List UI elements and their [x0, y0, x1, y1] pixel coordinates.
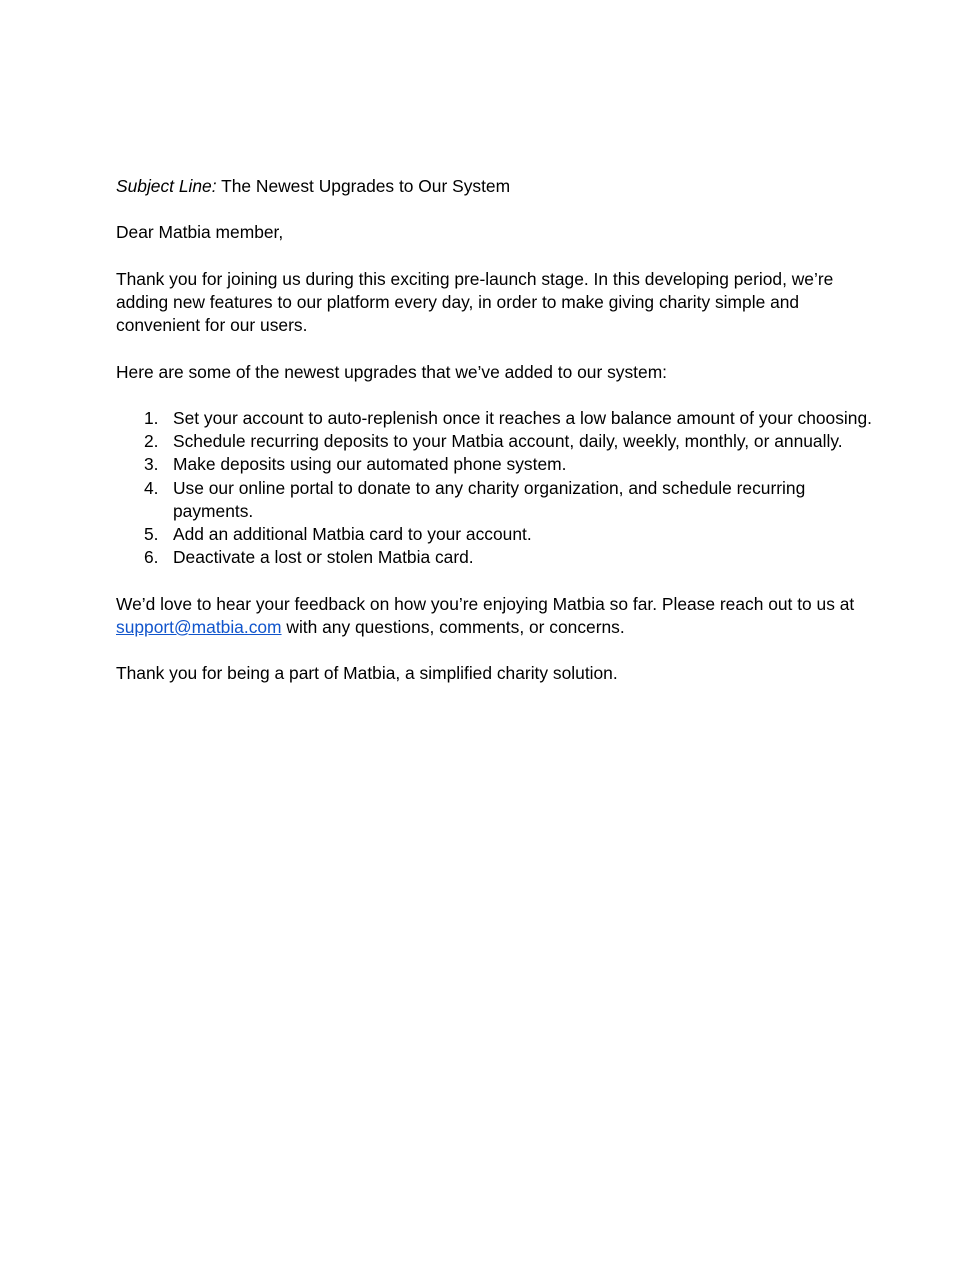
- list-item: [116, 407, 876, 430]
- list-item: [116, 453, 876, 476]
- list-item-number: 3.: [144, 454, 159, 475]
- subject-label: Subject Line:: [116, 176, 217, 196]
- list-item-text: Use our online portal to donate to any charity organization, and schedule recurring payments.: [173, 477, 806, 521]
- list-item-text: Deactivate a lost or stolen Matbia card.: [173, 547, 474, 568]
- support-email-link[interactable]: support@matbia.com: [116, 616, 282, 637]
- list-item-text: Set your account to auto-replenish once it reaches a low balance amount of your choosing.: [173, 407, 872, 428]
- list-item: [116, 430, 876, 453]
- feedback-text-before: We’d love to hear your feedback on how you’re enjoying Matbia so far. Please reach out to us at: [116, 593, 855, 614]
- list-item-number: 6.: [144, 547, 159, 568]
- list-item-number: 1.: [144, 407, 159, 428]
- closing-paragraph: Thank you for being a part of Matbia, a simplified charity solution.: [116, 663, 618, 684]
- upgrades-list: [116, 407, 876, 569]
- intro-paragraph: Thank you for joining us during this exciting pre-launch stage. In this developing period, we’re adding new features to our platform every day, in order to make giving charity simple and convenient for our users.: [116, 268, 834, 336]
- list-item: [116, 523, 876, 546]
- subject-text: The Newest Upgrades to Our System: [221, 176, 511, 196]
- list-item-text: Add an additional Matbia card to your account.: [173, 523, 532, 544]
- list-item: [116, 546, 876, 569]
- email-document: [116, 175, 876, 709]
- list-item-number: 5.: [144, 523, 159, 544]
- subject-line: [116, 175, 876, 198]
- feedback-paragraph: [116, 593, 876, 639]
- list-intro: Here are some of the newest upgrades that we’ve added to our system:: [116, 361, 668, 382]
- list-item-number: 2.: [144, 431, 159, 452]
- list-item: [116, 477, 876, 523]
- list-item-text: Make deposits using our automated phone system.: [173, 454, 567, 475]
- list-item-text: Schedule recurring deposits to your Matbia account, daily, weekly, monthly, or annually.: [173, 431, 843, 452]
- feedback-text-after: with any questions, comments, or concerns.: [281, 616, 625, 637]
- greeting: Dear Matbia member,: [116, 222, 284, 243]
- list-item-number: 4.: [144, 477, 159, 498]
